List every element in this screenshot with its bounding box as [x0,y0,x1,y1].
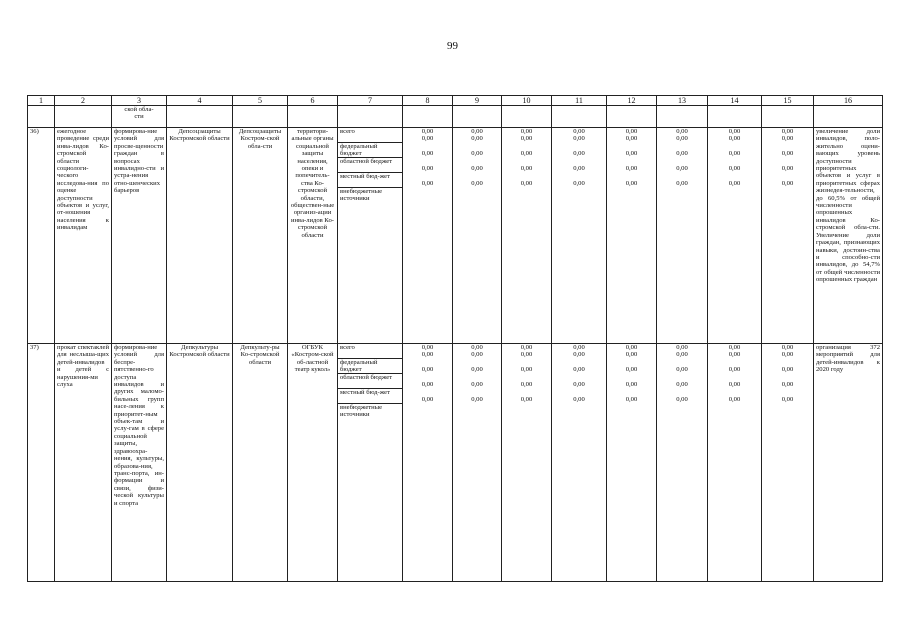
source-label: внебюджетные источники [340,404,383,419]
table-row [28,344,883,582]
col-header: 8 [403,96,453,106]
table-row [28,128,883,344]
source-label: федеральный бюджет [338,143,402,158]
value-column: 0,00 0,00 0,00 0,00 0,00 [657,128,708,344]
source-label: внебюджетные источники [340,188,383,203]
col-header: 10 [502,96,552,106]
col-header: 6 [288,96,338,106]
col-header: 12 [607,96,657,106]
source-label: федеральный бюджет [338,359,402,374]
source-label: местный бюд-жет [338,173,402,188]
col-header: 2 [55,96,112,106]
col-header: 4 [167,96,233,106]
program-table [27,95,883,582]
value-column: 0,00 0,00 0,00 0,00 0,00 [502,128,552,344]
col-header: 11 [552,96,607,106]
participants: ОГБУК «Костром-ской об-ластной театр кукол» [288,344,338,582]
value-column: 0,00 0,00 0,00 0,00 0,00 [502,344,552,582]
col-header: 16 [814,96,883,106]
col-header: 7 [338,96,403,106]
value-column: 0,00 0,00 0,00 0,00 0,00 [607,344,657,582]
source-label: местный бюд-жет [338,389,402,404]
carry-over-text: ской обла- сти [112,106,167,128]
measure-goal: формирова-ние условий для просве-щенности граждан в вопросах инвалидно-сти и устра-нения отно-шенческих барьеров [112,128,167,344]
source-label: всего [338,344,402,359]
measure-goal: формирова-ние условий для беспре-пятственно-го доступа инвалидов и других маломо-бильных групп насе-ления к приоритет-ным объек-там и услу-гам в сфере социальной защиты, здравоохра-нения, культуры, образова-ния, транс-порта, ин-формации и связи, физи-ческой культуры и спорта [112,344,167,582]
value-column: 0,00 0,00 0,00 0,00 0,00 [403,128,453,344]
executor: Депсоцзащиты Костром-ской обла-сти [233,128,288,344]
participants: территори-альные органы социальной защиты населения, опеки и попечитель-ства Ко-стромской области, обществен-ные организ-ации инва-лидов Ко-стромской области [288,128,338,344]
value-column: 0,00 0,00 0,00 0,00 0,00 [657,344,708,582]
value-column: 0,00 0,00 0,00 0,00 0,00 [762,344,814,582]
col-header: 1 [28,96,55,106]
responsible-body: Депкультуры Костромской области [167,344,233,582]
measure-name: ежегодное проведение среди инва-лидов Ко-стромской области социологи-ческого исследова-ния по оценке доступности объектов и услуг, от-ношения населения к инвалидам [55,128,112,344]
col-header: 15 [762,96,814,106]
col-header: 5 [233,96,288,106]
value-column: 0,00 0,00 0,00 0,00 0,00 [453,128,502,344]
row-number: 36) [28,128,55,344]
executor: Депкульту-ры Ко-стромской области [233,344,288,582]
value-column: 0,00 0,00 0,00 0,00 0,00 [708,128,762,344]
value-column: 0,00 0,00 0,00 0,00 0,00 [552,128,607,344]
source-label: всего [338,128,402,143]
value-column: 0,00 0,00 0,00 0,00 0,00 [403,344,453,582]
value-column: 0,00 0,00 0,00 0,00 0,00 [607,128,657,344]
measure-name: прокат спектаклей для неслыша-щих детей-инвалидов и детей с нарушения-ми слуха [55,344,112,582]
page-number: 99 [447,40,458,52]
column-numbers-row [28,96,883,106]
value-column: 0,00 0,00 0,00 0,00 0,00 [762,128,814,344]
source-label: областной бюджет [338,374,402,389]
row-number: 37) [28,344,55,582]
responsible-body: Депсоцзащиты Костромской области [167,128,233,344]
col-header: 14 [708,96,762,106]
expected-result: организация 372 мероприятий для детей-инвалидов к 2020 году [814,344,883,582]
value-column: 0,00 0,00 0,00 0,00 0,00 [708,344,762,582]
carry-over-row [28,106,883,128]
expected-result: увеличение доли инвалидов, поло-жительно оцени-вающих уровень доступности приоритетных объектов и услуг в приоритетных сферах жизнедея-тельности, до 60,5% от общей численности опрошенных инвалидов Ко-стромской обла-сти. Увеличение доли граждан, признающих навыки, достоин-ства и способно-сти инвалидов, до 54,7% от общей численности опрошенных граждан [814,128,883,344]
col-header: 3 [112,96,167,106]
col-header: 9 [453,96,502,106]
source-label: областной бюджет [338,158,402,173]
col-header: 13 [657,96,708,106]
value-column: 0,00 0,00 0,00 0,00 0,00 [453,344,502,582]
value-column: 0,00 0,00 0,00 0,00 0,00 [552,344,607,582]
